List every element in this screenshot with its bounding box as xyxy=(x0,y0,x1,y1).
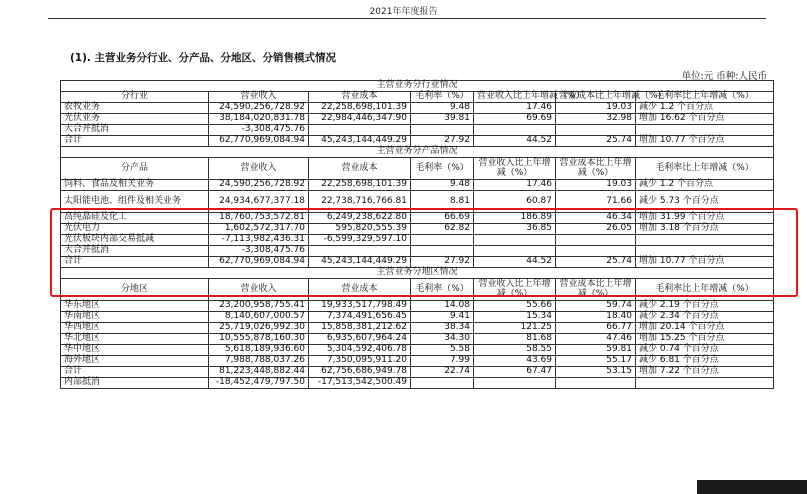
table-cell: 81,223,448,882.44 xyxy=(209,367,309,378)
table-row xyxy=(61,345,774,356)
column-header: 营业成本 xyxy=(309,158,411,180)
table-cell: 减少 6.81 个百分点 xyxy=(636,356,774,367)
table-cell: -17,513,542,500.49 xyxy=(309,378,411,389)
corner-mark xyxy=(697,480,807,494)
table-cell: 121.25 xyxy=(474,323,556,334)
table-cell: 43.69 xyxy=(474,356,556,367)
table-row xyxy=(61,323,774,334)
table-cell xyxy=(636,246,774,257)
table-cell: 7,988,788,037.26 xyxy=(209,356,309,367)
table-cell: -7,113,982,436.31 xyxy=(209,235,309,246)
table-cell: 66.69 xyxy=(411,213,474,224)
table-cell: 太阳能电池、组件及相关业务 xyxy=(61,191,209,213)
table-cell: 光伏板块内部交易抵减 xyxy=(61,235,209,246)
column-header: 分行业 xyxy=(61,92,209,103)
table-cell: -18,452,479,797.50 xyxy=(209,378,309,389)
table-cell: 62.82 xyxy=(411,224,474,235)
unit-line: 单位:元 币种:人民币 xyxy=(681,71,767,82)
table-cell xyxy=(411,235,474,246)
table-cell: 内部抵消 xyxy=(61,378,209,389)
table-cell: 7,350,095,911.20 xyxy=(309,356,411,367)
table-cell: 62,770,969,084.94 xyxy=(209,136,309,147)
table-cell: 农牧业务 xyxy=(61,103,209,114)
table-cell: 45,243,144,449.29 xyxy=(309,136,411,147)
table-cell: 饲料、食品及相关业务 xyxy=(61,180,209,191)
table-cell: 18.40 xyxy=(556,312,636,323)
table-row xyxy=(61,125,774,136)
table-cell: 海外地区 xyxy=(61,356,209,367)
table-cell xyxy=(636,235,774,246)
table-cell: 大合并抵消 xyxy=(61,246,209,257)
table-cell xyxy=(556,378,636,389)
table-cell: 合计 xyxy=(61,136,209,147)
table-cell: 5.58 xyxy=(411,345,474,356)
table-cell: 14.08 xyxy=(411,301,474,312)
section-title: (1). 主营业务分行业、分产品、分地区、分销售模式情况 xyxy=(70,52,337,64)
table-cell: 44.52 xyxy=(474,136,556,147)
table-cell: 1,602,572,317.70 xyxy=(209,224,309,235)
table-cell: 光伏业务 xyxy=(61,114,209,125)
table-cell: 26.05 xyxy=(556,224,636,235)
table-cell: 19.03 xyxy=(556,103,636,114)
industry-section-row xyxy=(61,81,774,92)
table-cell xyxy=(474,235,556,246)
table-cell: 5,304,592,406.78 xyxy=(309,345,411,356)
table-cell: 减少 1.2 个百分点 xyxy=(636,180,774,191)
table-row xyxy=(61,257,774,268)
table-cell xyxy=(411,246,474,257)
table-cell: 22,738,716,766.81 xyxy=(309,191,411,213)
table-cell: 186.89 xyxy=(474,213,556,224)
industry-section-label: 主营业务分行业情况 xyxy=(61,81,774,92)
region-section-row xyxy=(61,268,774,279)
table-row xyxy=(61,378,774,389)
table-cell: 69.69 xyxy=(474,114,556,125)
column-header: 营业收入 xyxy=(209,158,309,180)
table-cell: 67.47 xyxy=(474,367,556,378)
table-cell: 71.66 xyxy=(556,191,636,213)
table-cell: 595,820,555.39 xyxy=(309,224,411,235)
table-cell: 53.15 xyxy=(556,367,636,378)
table-row xyxy=(61,334,774,345)
table-row xyxy=(61,356,774,367)
table-cell: 7,374,491,656.45 xyxy=(309,312,411,323)
table-cell: 38,184,020,831.78 xyxy=(209,114,309,125)
table-cell xyxy=(309,246,411,257)
table-row xyxy=(61,114,774,125)
column-header: 营业收入 xyxy=(209,279,309,301)
table-cell: 22,258,698,101.39 xyxy=(309,180,411,191)
table-cell: 华东地区 xyxy=(61,301,209,312)
table-cell: 5,618,189,936.60 xyxy=(209,345,309,356)
table-cell: 8.81 xyxy=(411,191,474,213)
table-cell: 38.34 xyxy=(411,323,474,334)
table-cell: 增加 7.22 个百分点 xyxy=(636,367,774,378)
table-cell: 25.74 xyxy=(556,136,636,147)
column-header: 毛利率比上年增减（%） xyxy=(636,158,774,180)
table-cell: 36.85 xyxy=(474,224,556,235)
column-header: 营业收入比上年增减（%） xyxy=(474,279,556,301)
table-cell: 39.81 xyxy=(411,114,474,125)
table-row xyxy=(61,367,774,378)
table-cell: 25,719,026,992.30 xyxy=(209,323,309,334)
table-row xyxy=(61,312,774,323)
table-row xyxy=(61,213,774,224)
table-cell xyxy=(474,125,556,136)
table-cell: 8,140,607,000.57 xyxy=(209,312,309,323)
table-cell: 62,756,686,949.78 xyxy=(309,367,411,378)
table-cell: 55.66 xyxy=(474,301,556,312)
table-cell: 增加 10.77 个百分点 xyxy=(636,136,774,147)
table-cell: 24,934,677,377.18 xyxy=(209,191,309,213)
table-cell: 47.46 xyxy=(556,334,636,345)
column-header: 营业成本比上年增减（%） xyxy=(556,92,636,103)
table-cell: 81.68 xyxy=(474,334,556,345)
table-cell xyxy=(636,378,774,389)
table-cell: 62,770,969,084.94 xyxy=(209,257,309,268)
table-cell: 华北地区 xyxy=(61,334,209,345)
column-header: 营业成本比上年增减（%） xyxy=(556,279,636,301)
column-header: 营业成本比上年增减（%） xyxy=(556,158,636,180)
table-cell: 25.74 xyxy=(556,257,636,268)
industry-header-row xyxy=(61,92,774,103)
table-cell: 高纯晶硅及化工 xyxy=(61,213,209,224)
table-cell: 华南地区 xyxy=(61,312,209,323)
header-rule xyxy=(48,18,766,19)
column-header: 毛利率（%） xyxy=(411,279,474,301)
product-section-row xyxy=(61,147,774,158)
table-cell: 华中地区 xyxy=(61,345,209,356)
table-cell: 增加 3.18 个百分点 xyxy=(636,224,774,235)
column-header: 分产品 xyxy=(61,158,209,180)
table-cell: -6,599,329,597.10 xyxy=(309,235,411,246)
table-cell: 减少 2.34 个百分点 xyxy=(636,312,774,323)
table-cell: 17.46 xyxy=(474,103,556,114)
table-cell: -3,308,475.76 xyxy=(209,125,309,136)
table-cell xyxy=(309,125,411,136)
table-cell: 59.74 xyxy=(556,301,636,312)
table-row xyxy=(61,103,774,114)
table-row xyxy=(61,180,774,191)
column-header: 毛利率（%） xyxy=(411,158,474,180)
table-cell: 19,933,517,798.49 xyxy=(309,301,411,312)
table-cell: 60.87 xyxy=(474,191,556,213)
column-header: 分地区 xyxy=(61,279,209,301)
table-row xyxy=(61,235,774,246)
table-cell: 27.92 xyxy=(411,257,474,268)
column-header: 营业成本 xyxy=(309,279,411,301)
table-cell: 减少 1.2 个百分点 xyxy=(636,103,774,114)
table-cell xyxy=(556,235,636,246)
table-cell: 合计 xyxy=(61,367,209,378)
table-cell xyxy=(556,246,636,257)
table-cell: 66.77 xyxy=(556,323,636,334)
column-header: 营业成本 xyxy=(309,92,411,103)
table-cell: 46.34 xyxy=(556,213,636,224)
table-cell: 6,249,238,622.80 xyxy=(309,213,411,224)
table-row xyxy=(61,246,774,257)
table-cell xyxy=(636,125,774,136)
product-header-row xyxy=(61,158,774,180)
table-cell: 减少 2.19 个百分点 xyxy=(636,301,774,312)
column-header: 毛利率比上年增减（%） xyxy=(636,92,774,103)
table-cell: 45,243,144,449.29 xyxy=(309,257,411,268)
table-cell: 59.81 xyxy=(556,345,636,356)
table-cell: 27.92 xyxy=(411,136,474,147)
column-header: 毛利率（%） xyxy=(411,92,474,103)
column-header: 营业收入比上年增减（%） xyxy=(474,92,556,103)
table-cell: 55.17 xyxy=(556,356,636,367)
table-cell: 24,590,256,728.92 xyxy=(209,103,309,114)
table-cell: 18,760,753,572.81 xyxy=(209,213,309,224)
table-cell: 光伏电力 xyxy=(61,224,209,235)
table-cell: 减少 0.74 个百分点 xyxy=(636,345,774,356)
table-cell: 10,555,878,160.30 xyxy=(209,334,309,345)
table-cell: 大合并抵消 xyxy=(61,125,209,136)
column-header: 营业收入比上年增减（%） xyxy=(474,158,556,180)
main-business-table xyxy=(60,80,774,389)
table-cell: 9.48 xyxy=(411,180,474,191)
column-header: 营业收入 xyxy=(209,92,309,103)
table-cell: 22,984,446,347.90 xyxy=(309,114,411,125)
table-row xyxy=(61,301,774,312)
table-cell: 58.55 xyxy=(474,345,556,356)
table-cell: 华西地区 xyxy=(61,323,209,334)
table-cell: 7.99 xyxy=(411,356,474,367)
table-cell: 44.52 xyxy=(474,257,556,268)
table-cell: 17.46 xyxy=(474,180,556,191)
table-cell: 增加 16.62 个百分点 xyxy=(636,114,774,125)
table-cell: 增加 15.25 个百分点 xyxy=(636,334,774,345)
table-cell: 34.30 xyxy=(411,334,474,345)
table-cell: -3,308,475.76 xyxy=(209,246,309,257)
table-row xyxy=(61,191,774,213)
table-cell xyxy=(556,125,636,136)
table-cell: 6,935,607,964.24 xyxy=(309,334,411,345)
table-cell: 增加 20.14 个百分点 xyxy=(636,323,774,334)
table-cell: 15,858,381,212.62 xyxy=(309,323,411,334)
table-cell: 19.03 xyxy=(556,180,636,191)
table-cell xyxy=(411,125,474,136)
region-header-row xyxy=(61,279,774,301)
table-cell: 增加 31.99 个百分点 xyxy=(636,213,774,224)
column-header: 毛利率比上年增减（%） xyxy=(636,279,774,301)
table-cell: 9.41 xyxy=(411,312,474,323)
table-cell: 32.98 xyxy=(556,114,636,125)
region-section-label: 主营业务分地区情况 xyxy=(61,268,774,279)
table-cell: 23,200,958,755.41 xyxy=(209,301,309,312)
table-cell xyxy=(474,378,556,389)
product-section-label: 主营业务分产品情况 xyxy=(61,147,774,158)
table-cell: 9.48 xyxy=(411,103,474,114)
table-cell: 15.34 xyxy=(474,312,556,323)
table-cell: 24,590,256,728.92 xyxy=(209,180,309,191)
table-cell: 22,258,698,101.39 xyxy=(309,103,411,114)
table-cell xyxy=(411,378,474,389)
table-row xyxy=(61,136,774,147)
table-cell: 合计 xyxy=(61,257,209,268)
table-cell: 减少 5.73 个百分点 xyxy=(636,191,774,213)
table-row xyxy=(61,224,774,235)
table-cell xyxy=(474,246,556,257)
table-cell: 22.74 xyxy=(411,367,474,378)
table-cell: 增加 10.77 个百分点 xyxy=(636,257,774,268)
report-header: 2021年年度报告 xyxy=(369,7,438,17)
